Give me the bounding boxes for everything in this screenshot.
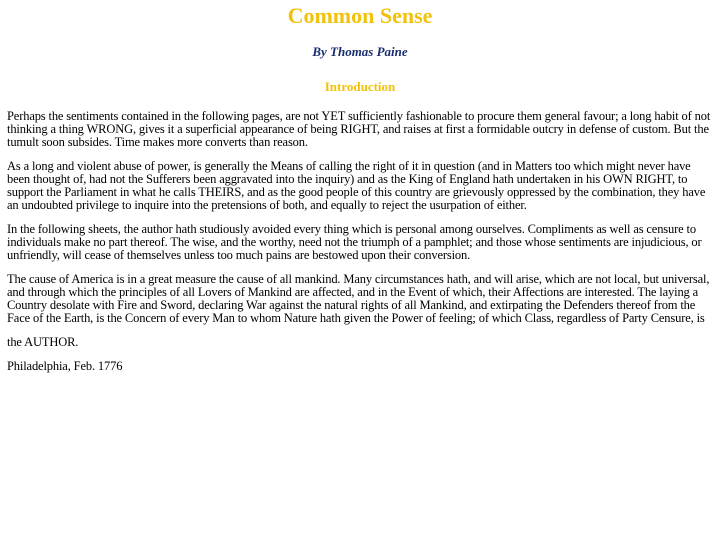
document-title: Common Sense: [287, 3, 433, 28]
author-byline: By Thomas Paine: [312, 44, 408, 59]
paragraph-3: In the following sheets, the author hath studiously avoided every thing which is personal among ourselves. Compliments as well as censure to individuals make no part thereof. The wise, and the worthy, need not the triumph of a pamphlet; and those whose sentiments are injudicious, or unfriendly, will cease of themselves unless too much pains are bestowed upon their conversion.: [7, 222, 702, 262]
signature: the AUTHOR.: [7, 335, 79, 349]
paragraph-4: The cause of America is in a great measure the cause of all mankind. Many circumstances hath, and will arise, which are not local, but universal, and through which the principles of all Lovers of Mankind are affected, and in the Event of which, their Affections are interested. The laying a Country desolate with Fire and Sword, declaring War against the natural rights of all Mankind, and extirpating the Defenders thereof from the Face of the Earth, is the Concern of every Man to whom Nature hath given the Power of feeling; of which Class, regardless of Party Censure, is: [7, 272, 710, 325]
paragraph-2: As a long and violent abuse of power, is generally the Means of calling the right of it in question (and in Matters too which might never have been thought of, had not the Sufferers been aggravated into the inquiry) and as the King of England hath undertaken in his OWN RIGHT, to support the Parliament in what he calls THEIRS, and as the good people of this country are grievously oppressed by the combination, they have an undoubted privilege to inquire into the pretensions of both, and equally to reject the usurpation of either.: [7, 159, 706, 212]
document-body: [7, 110, 715, 384]
paragraph-1: Perhaps the sentiments contained in the following pages, are not YET sufficiently fashionable to procure them general favour; a long habit of not thinking a thing WRONG, gives it a superficial appearance of being RIGHT, and raises at first a formidable outcry in defense of custom. But the tumult soon subsides. Time makes more converts than reason.: [7, 109, 711, 149]
place-date: Philadelphia, Feb. 1776: [7, 359, 123, 373]
section-heading: Introduction: [324, 79, 396, 94]
